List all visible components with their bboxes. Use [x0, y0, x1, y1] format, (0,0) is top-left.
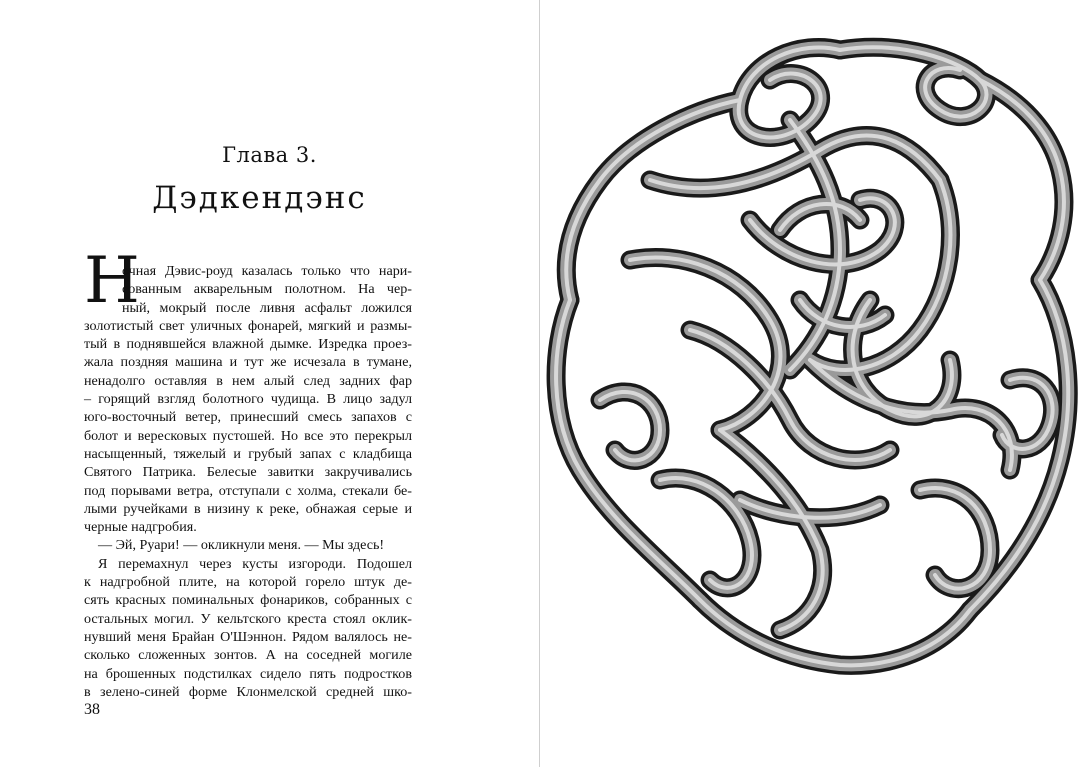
body-line: Я перемахнул через кусты изгороди. Подошел — [98, 555, 412, 572]
page-gutter — [539, 0, 540, 767]
body-line: болот и вересковых пустошей. Но все это перекрыл — [84, 427, 412, 444]
body-line: жала поздняя машина и тут же исчезала в тумане, — [84, 354, 412, 371]
body-text — [84, 262, 412, 701]
body-line: на брошенных подстилках сидело пять подростков — [84, 665, 412, 682]
body-line: черные надгробия. — [84, 519, 197, 536]
body-line: под порывами ветра, отступали с холма, стекали бе- — [84, 482, 412, 499]
body-line: Святого Патрика. Белесые завитки закручивались — [84, 464, 412, 481]
body-line: остальных могил. У кельтского креста стоял оклик- — [84, 610, 412, 627]
body-line: ный, мокрый после ливня асфальт ложился — [122, 299, 412, 316]
drop-cap: Н — [84, 244, 140, 318]
body-line: лыми ручейками в низину к реке, обнажая серые и — [84, 500, 412, 517]
body-line: ненадолго оставляя в нем алый след задних фар — [84, 372, 412, 389]
body-line: к надгробной плите, на которой горело штук де- — [84, 574, 412, 591]
dialogue-line: — Эй, Руари! — окликнули меня. — Мы здесь! — [98, 537, 385, 554]
body-line: очная Дэвис-роуд казалась только что нари- — [122, 263, 412, 279]
right-page — [540, 0, 1080, 767]
chapter-label: Глава 3. — [222, 143, 317, 167]
body-line: тый в поднявшейся влажной дымке. Изредка проез- — [84, 336, 412, 353]
body-line: золотистый свет уличных фонарей, мягкий и размы- — [84, 317, 412, 334]
knot-strands — [556, 47, 1068, 665]
body-line: сять красных поминальных фонариков, собранных с — [84, 592, 412, 609]
body-line: насыщенный, тяжелый и грубый запах с кладбища — [84, 445, 412, 462]
left-page — [0, 0, 539, 767]
body-line: – горящий взгляд болотного чудища. В лицо задул — [84, 391, 412, 408]
knot-strand — [840, 47, 986, 116]
chapter-title: Дэдкендэнс — [152, 180, 367, 216]
body-line: сованным акварельным полотном. На чер- — [122, 281, 412, 298]
body-line: сколько сложенных зонтов. А на соседней могиле — [84, 647, 412, 664]
body-line: в зелено-синей форме Клонмелской средней шко- — [84, 683, 412, 700]
knot-strand — [920, 488, 990, 589]
page-number: 38 — [84, 701, 100, 718]
body-line: нувший меня Брайан О'Шэннон. Рядом валялось не- — [84, 628, 412, 645]
celtic-knot-illustration-icon — [540, 0, 1080, 767]
body-line: юго-восточный ветер, принесший смесь запахов с — [84, 409, 412, 426]
